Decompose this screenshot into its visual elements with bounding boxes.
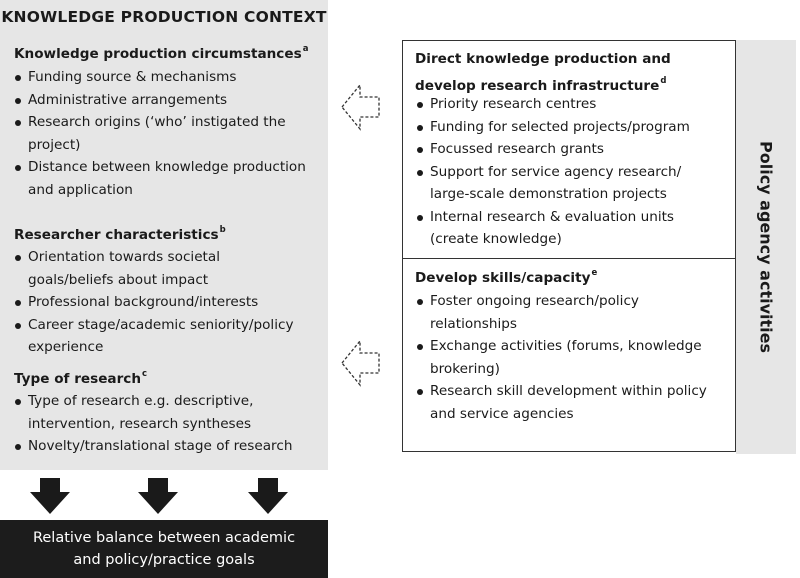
direct-production-note: d (660, 76, 667, 86)
research-type-note: c (142, 369, 148, 379)
outcome-text: Relative balance between academic and policy/practice goals (32, 530, 296, 568)
context-title: KNOWLEDGE PRODUCTION CONTEXT (1, 8, 327, 26)
list-item: Administrative arrangements (14, 89, 314, 112)
list-item: Professional background/interests (14, 291, 314, 314)
list-item: Career stage/academic seniority/policy experience (14, 314, 314, 359)
direct-production-list (416, 93, 726, 251)
list-item: Priority research centres (416, 93, 726, 116)
researcher-heading: Researcher characteristics$^b$ (14, 225, 226, 243)
list-item: Focussed research grants (416, 138, 726, 161)
list-item: Exchange activities (forums, knowledge brokering) (416, 335, 720, 380)
skills-capacity-heading: Develop skills/capacity$^e$ (415, 268, 598, 286)
list-item: Foster ongoing research/policy relationships (416, 290, 670, 335)
list-item: Research origins (‘who’ instigated the project) (14, 111, 308, 156)
knowledge-production-context-panel (0, 0, 328, 470)
skills-capacity-note: e (591, 268, 598, 278)
list-item: Type of research e.g. descriptive, intervention, research syntheses (14, 390, 290, 435)
research-type-list (14, 390, 314, 458)
list-item: Funding source & mechanisms (14, 66, 314, 89)
list-item: Research skill development within policy and service agencies (416, 380, 730, 425)
policy-agency-label: Policy agency activities (756, 141, 776, 353)
circumstances-note: a (302, 44, 309, 54)
list-item: Funding for selected projects/program (416, 116, 726, 139)
circumstances-list (14, 66, 314, 201)
left-dashed-arrow-icon (340, 338, 382, 388)
outcome-box (0, 520, 328, 578)
skills-capacity-list (416, 290, 726, 425)
section-divider (402, 258, 736, 259)
left-dashed-arrow-icon (340, 82, 382, 132)
researcher-list (14, 246, 314, 359)
researcher-note: b (219, 225, 226, 235)
down-arrow-icon (30, 478, 70, 514)
list-item: Internal research & evaluation units (create knowledge) (416, 206, 720, 251)
list-item: Orientation towards societal goals/beliefs about impact (14, 246, 250, 291)
direct-production-heading: Direct knowledge production and develop research infrastructure$^d$ (415, 51, 671, 94)
research-type-heading: Type of research$^c$ (14, 369, 148, 387)
list-item: Distance between knowledge production and application (14, 156, 328, 201)
list-item: Support for service agency research/ large-scale demonstration projects (416, 161, 720, 206)
down-arrow-icon (138, 478, 178, 514)
list-item: Novelty/translational stage of research (14, 435, 314, 458)
down-arrow-icon (248, 478, 288, 514)
circumstances-heading: Knowledge production circumstances$^a$ (14, 44, 309, 62)
